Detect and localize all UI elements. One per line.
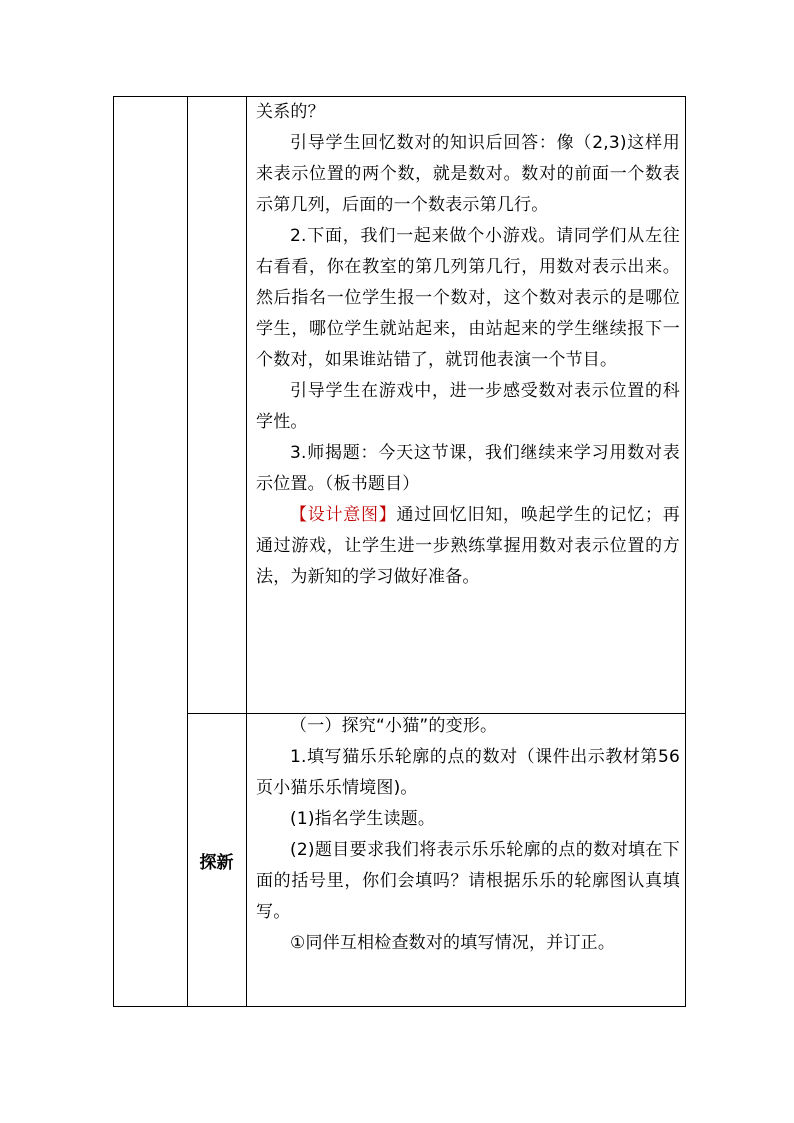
table-left-border	[113, 96, 114, 1006]
row1-paragraph: 引导学生在游戏中，进一步感受数对表示位置的科学性。	[256, 381, 680, 432]
row1-content	[256, 97, 680, 593]
row2-paragraph: ①同伴互相检查数对的填写情况，并订正。	[290, 933, 616, 953]
row1-paragraph: 2.下面，我们一起来做个小游戏。请同学们从左往右看看，你在教室的第几列第几行，用数对表示出来。然后指名一位学生报一个数对，这个数对表示的是哪位学生，哪位学生就站起来，由站起来的学生继续报下一个数对，如果谁站错了，就罚他表演一个节目。	[256, 226, 680, 370]
row2-paragraph: （一）探究“小猫”的变形。	[290, 716, 498, 736]
row2-content	[256, 711, 680, 959]
design-intent-text: 通过回忆旧知，唤起学生的记忆；再通过游戏，让学生进一步熟练掌握用数对表示位置的方法，为新知的学习做好准备。	[256, 505, 680, 587]
col-divider-2	[246, 96, 247, 1006]
design-intent-paragraph	[256, 500, 680, 593]
row2-paragraph: (2)题目要求我们将表示乐乐轮廓的点的数对填在下面的括号里，你们会填吗？请根据乐乐的轮廓图认真填写。	[256, 840, 680, 922]
row2-label: 探新	[199, 853, 234, 873]
row1-paragraph: 3.师揭题：今天这节课，我们继续来学习用数对表示位置。（板书题目）	[256, 443, 680, 494]
row1-paragraph: 引导学生回忆数对的知识后回答：像（2,3)这样用来表示位置的两个数，就是数对。数对的前面一个数表示第几列，后面的一个数表示第几行。	[256, 133, 680, 215]
design-intent-tag: 【设计意图】	[290, 505, 397, 525]
table-bottom-border	[113, 1006, 686, 1007]
row2-paragraph: (1)指名学生读题。	[290, 809, 436, 829]
row1-paragraph: 关系的？	[256, 102, 325, 122]
row2-paragraph: 1.填写猫乐乐轮廓的点的数对（课件出示教材第56页小猫乐乐情境图)。	[256, 747, 680, 798]
table-right-border	[685, 96, 686, 1006]
